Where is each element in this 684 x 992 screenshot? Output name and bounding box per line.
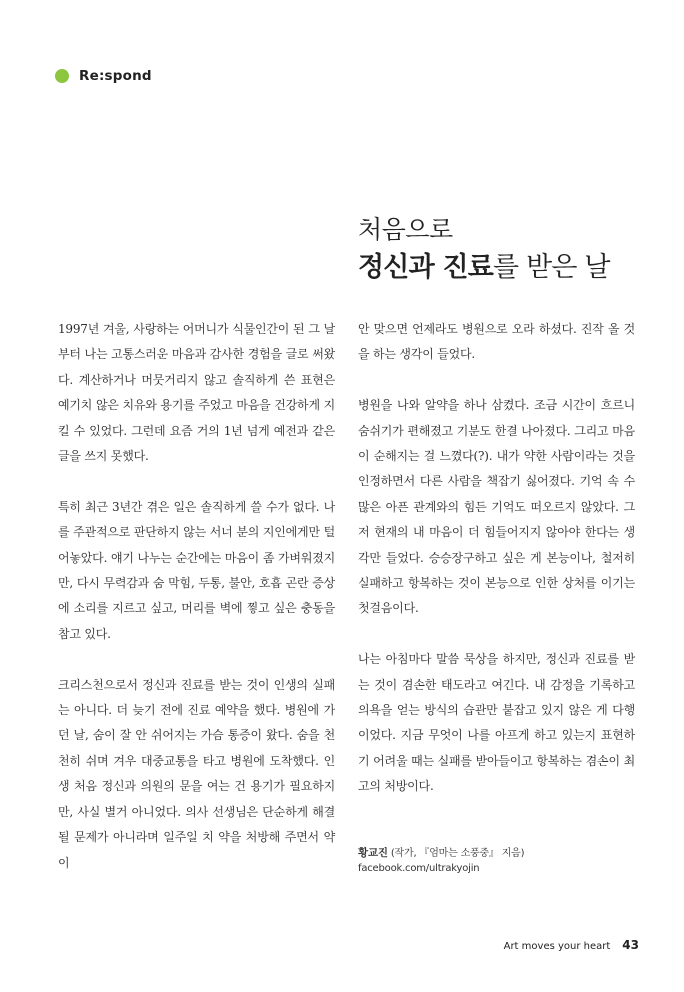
footer-tagline: Art moves your heart bbox=[503, 941, 611, 952]
section-tag bbox=[55, 68, 152, 84]
author-info bbox=[358, 846, 524, 876]
title-line-1: 처음으로 bbox=[358, 215, 453, 244]
paragraph: 병원을 나와 알약을 하나 삼켰다. 조금 시간이 흐르니 숨쉬기가 편해졌고 기분도 한결 나아졌다. 그리고 마음이 순해지는 걸 느꼈다(?). 내가 약한 사람이라는 것을 인정하면서 다른 사람을 책잡기 싫어졌다. 기억 속 수많은 아픈 관계와의 힘든 기억도 떠오르지 않았다. 그저 현재의 내 마음이 더 힘들어지지 않아야 한다는 생각만 들었다. 승승장구하고 싶은 게 본능이나, 철저히 실패하고 항복하는 것이 본능으로 인한 상처를 이기는 첫걸음이다. bbox=[358, 398, 635, 616]
paragraph: 안 맞으면 언제라도 병원으로 오라 하셨다. 진작 올 것을 하는 생각이 들었다. bbox=[358, 322, 635, 362]
paragraph: 1997년 겨울, 사랑하는 어머니가 식물인간이 된 그 날부터 나는 고통스러운 마음과 감사한 경험을 글로 써왔다. 계산하거나 머뭇거리지 않고 솔직하게 쓴 표현은 예기치 않은 치유와 용기를 주었고 마음을 건강하게 지킬 수 있었다. 그런데 요즘 거의 1년 넘게 예전과 같은 글을 쓰지 못했다. bbox=[58, 322, 335, 464]
right-column bbox=[358, 317, 635, 800]
article-title bbox=[358, 212, 610, 288]
author-link[interactable]: facebook.com/ultrakyojin bbox=[358, 863, 480, 874]
title-emphasis: 정신과 진료 bbox=[358, 252, 494, 283]
section-label: Re:spond bbox=[79, 68, 152, 84]
title-line-2 bbox=[358, 248, 610, 288]
green-dot-icon bbox=[55, 69, 69, 83]
author-name: 황교진 bbox=[358, 847, 388, 859]
paragraph: 나는 아침마다 말씀 묵상을 하지만, 정신과 진료를 받는 것이 겸손한 태도라고 여긴다. 내 감정을 기록하고 의욕을 얻는 방식의 습관만 붙잡고 있지 않은 게 다행이었다. 지금 무엇이 나를 아프게 하고 있는지 표현하기 어려울 때는 실패를 받아들이고 항복하는 겸손이 최고의 처방이다. bbox=[358, 652, 635, 794]
left-column bbox=[58, 317, 335, 876]
paragraph: 특히 최근 3년간 겪은 일은 솔직하게 쓸 수가 없다. 나를 주관적으로 판단하지 않는 서너 분의 지인에게만 털어놓았다. 얘기 나누는 순간에는 마음이 좀 가벼워졌지만, 다시 무력감과 숨 막힘, 두통, 불안, 호흡 곤란 증상에 소리를 지르고 싶고, 머리를 벽에 찧고 싶은 충동을 참고 있다. bbox=[58, 499, 335, 641]
author-byline bbox=[358, 846, 524, 861]
title-rest: 를 받은 날 bbox=[493, 252, 610, 283]
page-footer bbox=[504, 938, 639, 952]
author-credit: (작가, 『엄마는 소풍중』 지음) bbox=[390, 848, 525, 859]
paragraph: 크리스천으로서 정신과 진료를 받는 것이 인생의 실패는 아니다. 더 늦기 전에 진료 예약을 했다. 병원에 가던 날, 숨이 잘 안 쉬어지는 가슴 통증이 왔다. 숨을 천천히 쉬며 겨우 대중교통을 타고 병원에 도착했다. 인생 처음 정신과 의원의 문을 여는 건 용기가 필요하지만, 사실 별거 아니었다. 의사 선생님은 단순하게 해결될 문제가 아니라며 일주일 치 약을 처방해 주면서 약이 bbox=[58, 677, 335, 870]
page-number: 43 bbox=[622, 938, 639, 952]
